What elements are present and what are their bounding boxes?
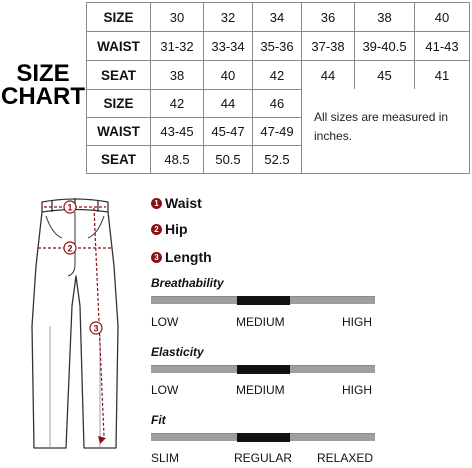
waist-cell: 37-38: [311, 38, 345, 54]
seat-cell: 40: [220, 67, 236, 83]
legend-hip: [151, 221, 188, 237]
measurement-note: All sizes are measured in inches.: [314, 110, 449, 143]
waist-cell: 33-34: [211, 38, 245, 54]
row-label-seat: SEAT: [100, 67, 136, 83]
legend-label: Hip: [165, 221, 188, 237]
size-cell: 40: [434, 9, 450, 25]
scale-label-medium: MEDIUM: [236, 383, 285, 397]
size-cell: 44: [220, 96, 236, 111]
scale-bar-breathability: [151, 296, 375, 304]
seat-cell: 38: [169, 67, 185, 83]
scale-label-low: LOW: [151, 315, 179, 329]
seat-cell: 41: [434, 67, 450, 83]
scale-title-fit: Fit: [151, 413, 166, 427]
marker-3-number: 3: [93, 323, 99, 334]
seat-cell: 48.5: [164, 152, 190, 167]
size-chart-title: [0, 62, 86, 108]
seat-cell: 42: [269, 67, 285, 83]
size-cell: 30: [169, 9, 185, 25]
size-chart-title-line1: SIZE: [16, 60, 70, 87]
size-cell: 38: [377, 9, 392, 25]
seat-cell: 52.5: [264, 152, 290, 167]
marker-2-number: 2: [67, 243, 73, 254]
scale-label-regular: REGULAR: [234, 451, 293, 465]
scale-active-segment: [237, 433, 290, 442]
legend-label: Waist: [165, 195, 202, 211]
waist-cell: 41-43: [425, 38, 459, 54]
seat-cell: 44: [320, 67, 336, 83]
scale-active-segment: [237, 365, 290, 374]
waist-cell: 43-45: [160, 124, 194, 139]
marker-3: [90, 322, 102, 334]
marker-2: [64, 242, 76, 254]
scale-bar-elasticity: [151, 365, 375, 373]
size-cell: 36: [320, 9, 336, 25]
scale-title-breathability: Breathability: [151, 276, 224, 290]
legend-number-icon: 2: [151, 224, 162, 235]
seat-cell: 50.5: [215, 152, 241, 167]
row-label-size: SIZE: [103, 96, 134, 111]
size-chart-title-line2: CHART: [1, 83, 85, 110]
legend-number-icon: 1: [151, 198, 162, 209]
waist-cell: 45-47: [211, 124, 245, 139]
table-line: [86, 173, 470, 174]
waist-cell: 39-40.5: [362, 38, 407, 54]
row-label-waist: WAIST: [97, 38, 140, 54]
scale-bar-fit: [151, 433, 375, 441]
table-line: [469, 2, 470, 174]
waist-cell: 31-32: [160, 38, 194, 54]
size-cell: 34: [269, 9, 285, 25]
scale-label-high: HIGH: [342, 315, 372, 329]
scale-label-low: LOW: [151, 383, 179, 397]
row-label-waist: WAIST: [97, 124, 140, 139]
scale-title-elasticity: Elasticity: [151, 345, 204, 359]
row-label-size: SIZE: [103, 9, 134, 25]
legend-label: Length: [165, 249, 212, 265]
seat-cell: 45: [377, 67, 392, 83]
scale-label-relaxed: RELAXED: [317, 451, 374, 465]
scale-label-medium: MEDIUM: [236, 315, 285, 329]
waist-cell: 35-36: [260, 38, 294, 54]
scale-label-slim: SLIM: [151, 451, 180, 465]
waist-cell: 47-49: [260, 124, 294, 139]
marker-1: [64, 201, 76, 213]
legend-length: [151, 249, 212, 265]
size-cell: 46: [269, 96, 285, 111]
legend-number-icon: 3: [151, 252, 162, 263]
legend-waist: [151, 195, 202, 211]
pants-diagram: [22, 186, 128, 454]
scale-label-high: HIGH: [342, 383, 372, 397]
size-cell: 42: [169, 96, 185, 111]
scale-active-segment: [237, 296, 290, 305]
marker-1-number: 1: [67, 202, 73, 213]
row-label-seat: SEAT: [100, 152, 136, 167]
size-cell: 32: [220, 9, 236, 25]
